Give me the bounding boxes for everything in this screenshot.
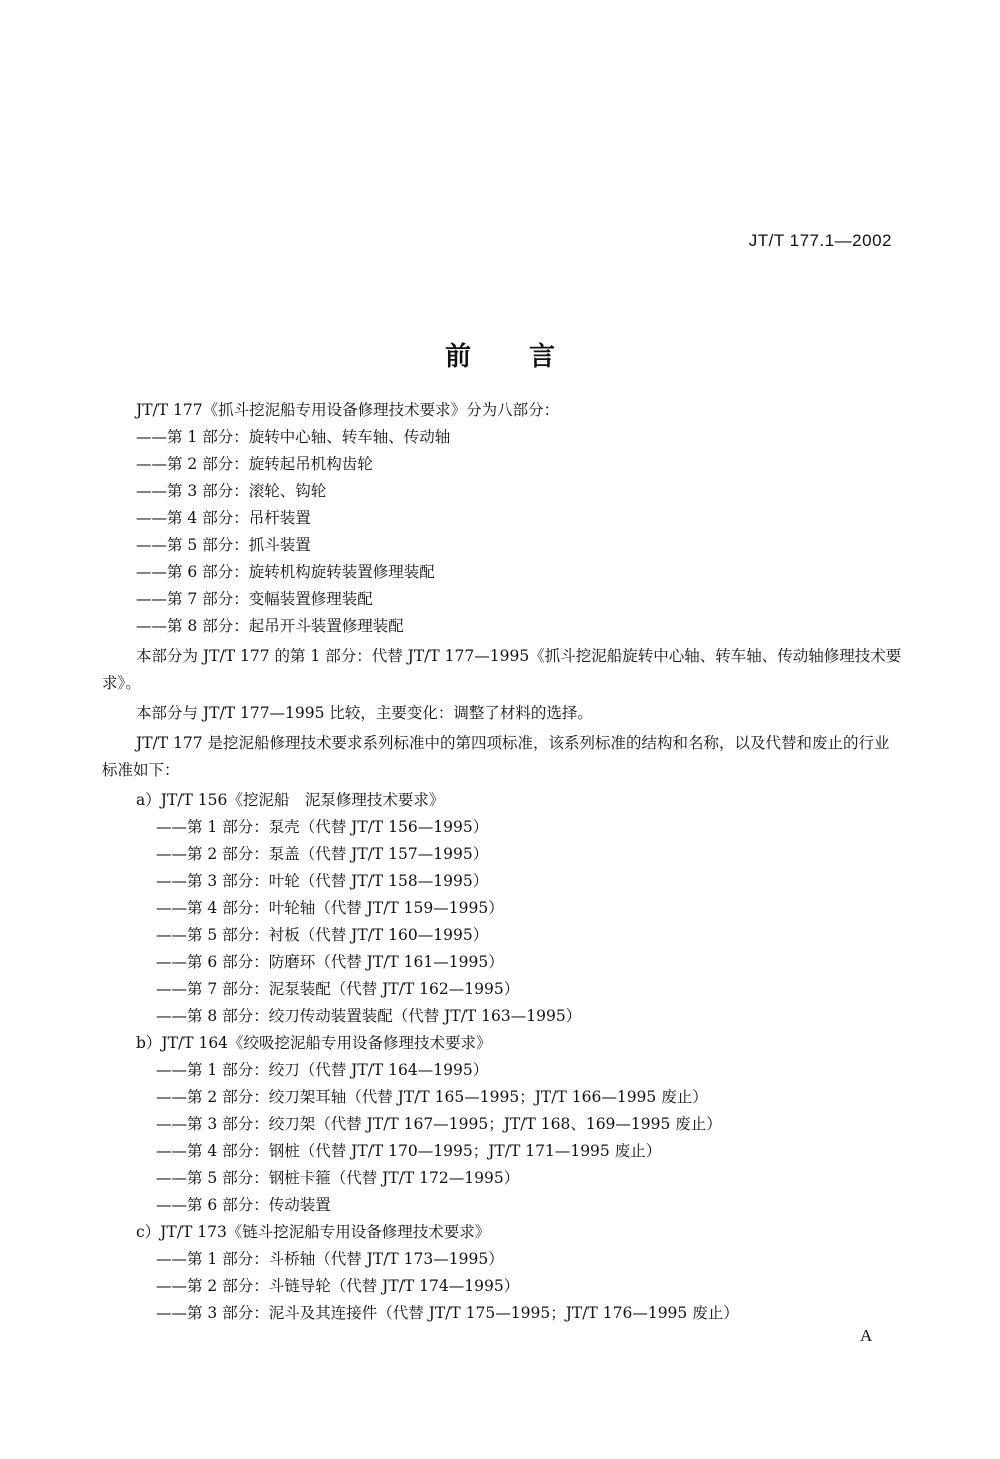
series-a-heading: a）JT/T 156《挖泥船 泥泵修理技术要求》 — [136, 791, 445, 809]
changes-paragraph: 本部分与 JT/T 177—1995 比较，主要变化：调整了材料的选择。 — [136, 704, 593, 722]
part-item-6: ——第 6 部分：旋转机构旋转装置修理装配 — [136, 563, 435, 581]
intro-line: JT/T 177《抓斗挖泥船专用设备修理技术要求》分为八部分： — [136, 401, 560, 419]
part-item-5: ——第 5 部分：抓斗装置 — [136, 536, 311, 554]
series-b-item-6: ——第 6 部分：传动装置 — [156, 1196, 331, 1214]
part-item-4: ——第 4 部分：吊杆装置 — [136, 509, 311, 527]
part-item-1: ——第 1 部分：旋转中心轴、转车轴、传动轴 — [136, 428, 451, 446]
series-a-item-4: ——第 4 部分：叶轮轴（代替 JT/T 159—1995） — [156, 899, 504, 917]
series-a-item-3: ——第 3 部分：叶轮（代替 JT/T 158—1995） — [156, 872, 489, 890]
series-a-item-5: ——第 5 部分：衬板（代替 JT/T 160—1995） — [156, 926, 489, 944]
series-c-item-3: ——第 3 部分：泥斗及其连接件（代替 JT/T 175—1995；JT/T 176—1995 废止） — [156, 1304, 739, 1322]
page-title: 前言 — [444, 342, 613, 372]
series-c-item-2: ——第 2 部分：斗链导轮（代替 JT/T 174—1995） — [156, 1277, 520, 1295]
series-c-heading: c）JT/T 173《链斗挖泥船专用设备修理技术要求》 — [136, 1223, 491, 1241]
series-paragraph: JT/T 177 是挖泥船修理技术要求系列标准中的第四项标准，该系列标准的结构和名称，以及代替和废止的行业标准如下： — [102, 734, 890, 779]
replacement-paragraph: 本部分为 JT/T 177 的第 1 部分：代替 JT/T 177—1995《抓斗挖泥船旋转中心轴、转车轴、传动轴修理技术要求》。 — [102, 647, 902, 692]
series-a-item-2: ——第 2 部分：泵盖（代替 JT/T 157—1995） — [156, 845, 489, 863]
series-a-item-6: ——第 6 部分：防磨环（代替 JT/T 161—1995） — [156, 953, 504, 971]
series-b-heading: b）JT/T 164《绞吸挖泥船专用设备修理技术要求》 — [136, 1034, 492, 1052]
series-a-item-8: ——第 8 部分：绞刀传动装置装配（代替 JT/T 163—1995） — [156, 1007, 582, 1025]
part-item-7: ——第 7 部分：变幅装置修理装配 — [136, 590, 373, 608]
page-number: A — [860, 1326, 873, 1345]
part-item-8: ——第 8 部分：起吊开斗装置修理装配 — [136, 617, 404, 635]
part-item-3: ——第 3 部分：滚轮、钩轮 — [136, 482, 327, 500]
series-b-item-1: ——第 1 部分：绞刀（代替 JT/T 164—1995） — [156, 1061, 489, 1079]
standard-code: JT/T 177.1—2002 — [748, 231, 892, 250]
series-b-item-3: ——第 3 部分：绞刀架（代替 JT/T 167—1995；JT/T 168、169—1995 废止） — [156, 1115, 722, 1133]
part-item-2: ——第 2 部分：旋转起吊机构齿轮 — [136, 455, 373, 473]
series-b-item-4: ——第 4 部分：钢桩（代替 JT/T 170—1995；JT/T 171—1995 废止） — [156, 1142, 662, 1160]
series-a-item-1: ——第 1 部分：泵壳（代替 JT/T 156—1995） — [156, 818, 489, 836]
document-body — [102, 397, 902, 1327]
series-a-item-7: ——第 7 部分：泥泵装配（代替 JT/T 162—1995） — [156, 980, 520, 998]
series-b-item-2: ——第 2 部分：绞刀架耳轴（代替 JT/T 165—1995；JT/T 166—1995 废止） — [156, 1088, 708, 1106]
series-c-item-1: ——第 1 部分：斗桥轴（代替 JT/T 173—1995） — [156, 1250, 504, 1268]
series-b-item-5: ——第 5 部分：钢桩卡箍（代替 JT/T 172—1995） — [156, 1169, 520, 1187]
